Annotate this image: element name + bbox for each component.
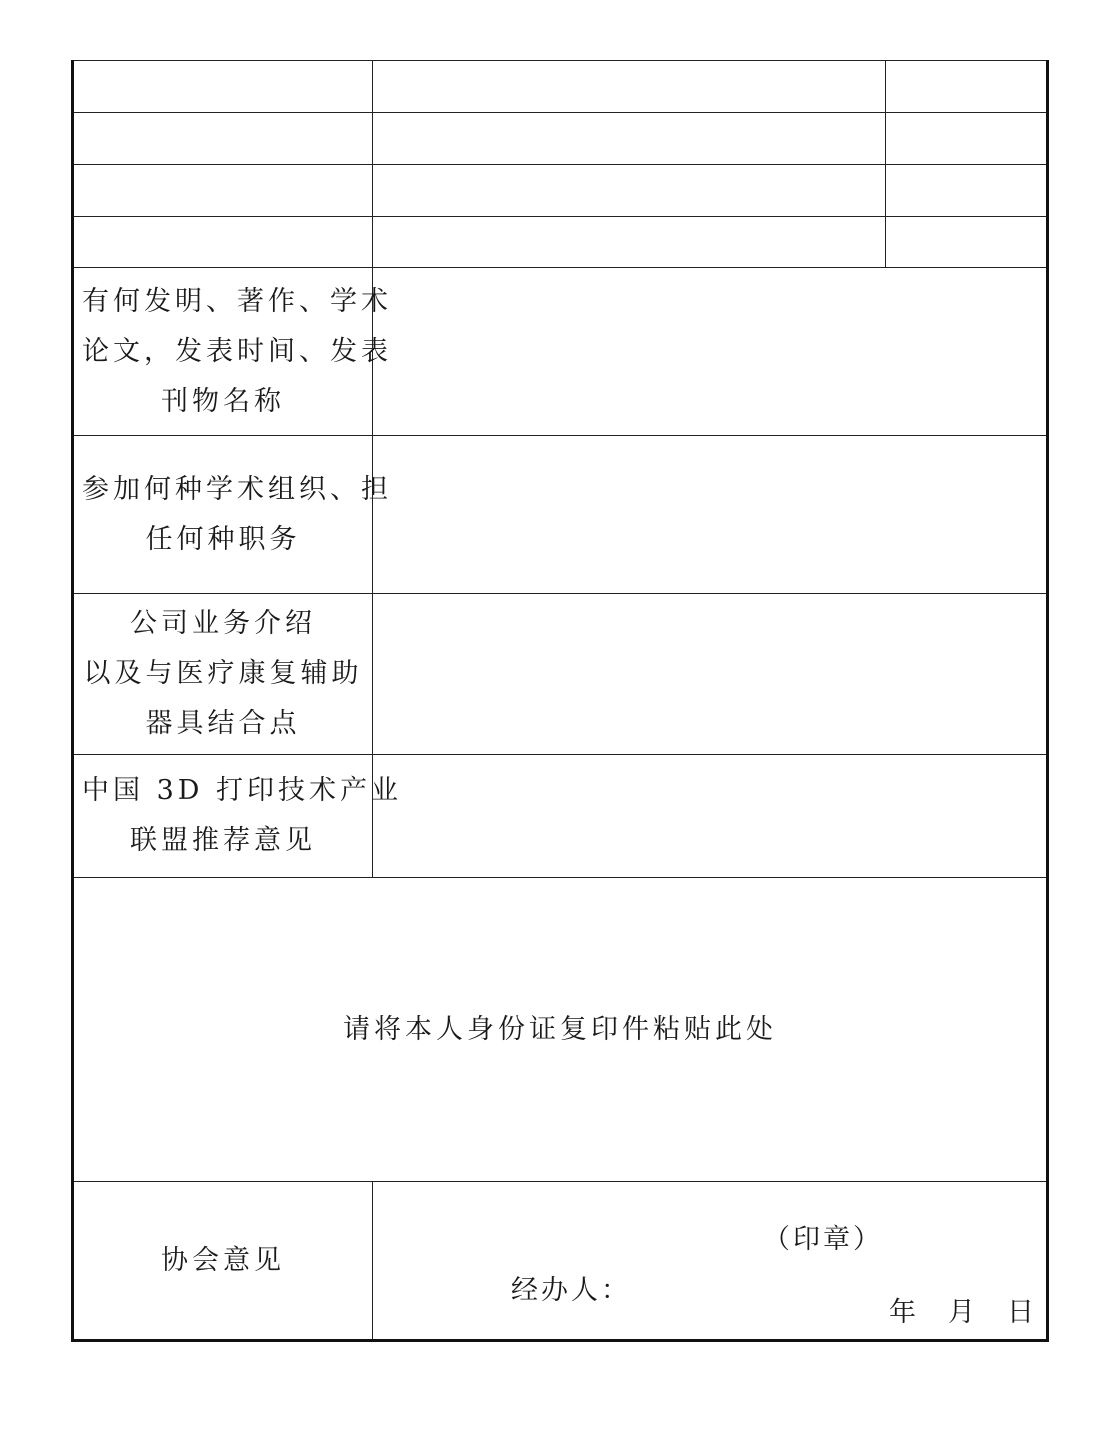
blank-row-4 — [73, 217, 1048, 268]
association-opinion-cell[interactable] — [373, 1182, 1048, 1341]
blank-cell[interactable] — [373, 165, 886, 217]
association-row — [73, 1182, 1048, 1341]
blank-cell[interactable] — [73, 61, 373, 113]
invention-row — [73, 268, 1048, 436]
label-line: 以及与医疗康复辅助 — [83, 658, 363, 689]
seal-text: （印章） — [763, 1224, 883, 1255]
handler-label: 经办人： — [511, 1275, 631, 1306]
label-line: 论文，发表时间、发表 — [82, 335, 392, 367]
label-line: 中国 3D 打印技术产业 — [82, 775, 402, 806]
alliance-input-cell[interactable] — [373, 755, 1048, 878]
business-row — [73, 594, 1048, 755]
academic-row — [73, 436, 1048, 594]
label-line: 公司业务介绍 — [130, 608, 316, 639]
blank-row-3 — [73, 165, 1048, 217]
association-opinion-label — [73, 1182, 373, 1341]
date-day: 日 — [1007, 1297, 1034, 1328]
blank-cell[interactable] — [373, 61, 886, 113]
date-month: 月 — [948, 1297, 975, 1328]
blank-cell[interactable] — [886, 61, 1048, 113]
label-line: 任何种职务 — [145, 523, 301, 555]
association-opinion-text: 协会意见 — [161, 1244, 285, 1276]
blank-cell[interactable] — [886, 165, 1048, 217]
id-paste-row — [73, 878, 1048, 1182]
date-line — [889, 1297, 1034, 1329]
label-line: 有何发明、著作、学术 — [82, 285, 392, 317]
id-paste-area — [73, 878, 1048, 1182]
blank-cell[interactable] — [886, 113, 1048, 165]
alliance-row — [73, 755, 1048, 878]
blank-cell[interactable] — [886, 217, 1048, 268]
blank-cell[interactable] — [373, 217, 886, 268]
alliance-label — [73, 755, 402, 878]
blank-row-2 — [73, 113, 1048, 165]
blank-cell[interactable] — [73, 113, 373, 165]
id-paste-text: 请将本人身份证复印件粘贴此处 — [343, 1013, 777, 1045]
business-input-cell[interactable] — [373, 594, 1048, 755]
blank-cell[interactable] — [73, 217, 373, 268]
label-line: 参加何种学术组织、担 — [82, 473, 392, 505]
date-year: 年 — [889, 1297, 916, 1328]
invention-input-cell[interactable] — [373, 268, 1048, 436]
blank-cell[interactable] — [73, 165, 373, 217]
label-line: 刊物名称 — [161, 385, 285, 417]
academic-input-cell[interactable] — [373, 436, 1048, 594]
invention-label — [73, 268, 392, 436]
label-line: 器具结合点 — [145, 708, 301, 739]
business-label — [73, 594, 373, 755]
label-line: 联盟推荐意见 — [130, 825, 316, 856]
blank-cell[interactable] — [373, 113, 886, 165]
academic-label — [73, 436, 392, 594]
application-form-table — [71, 60, 1049, 1342]
blank-row-1 — [73, 61, 1048, 113]
